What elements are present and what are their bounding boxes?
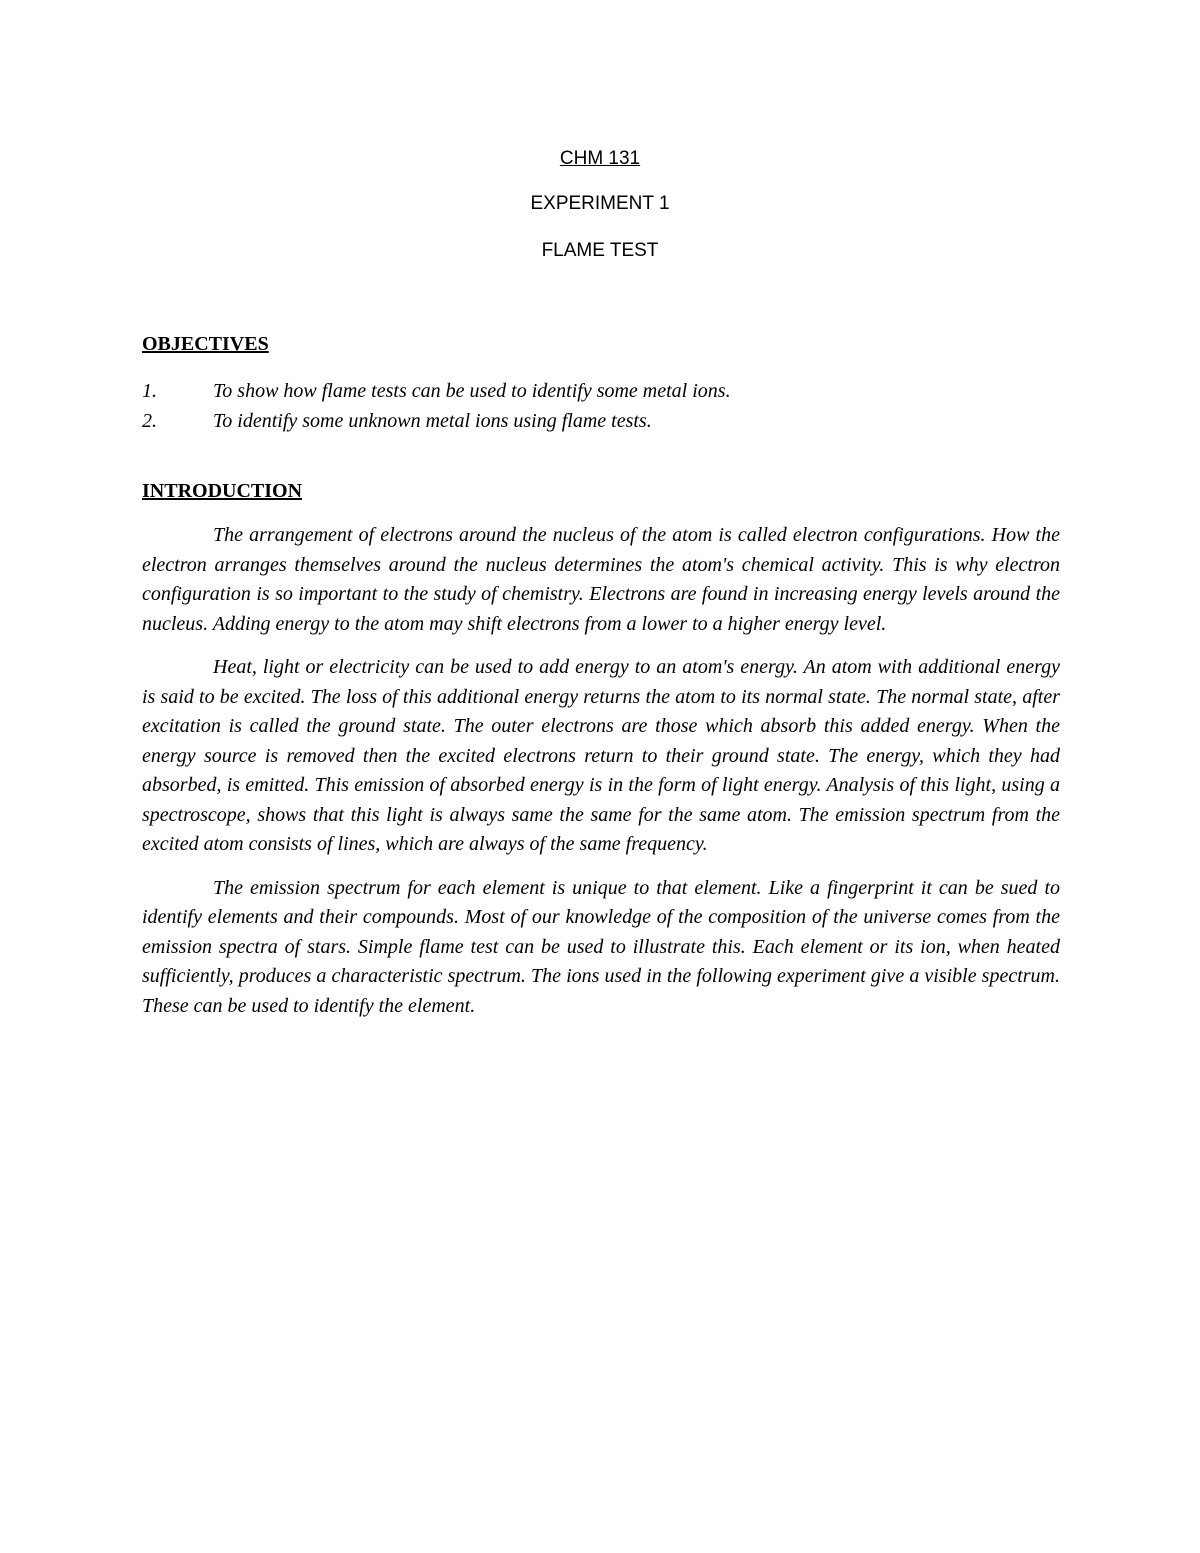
objectives-list <box>142 376 1062 436</box>
objectives-heading: OBJECTIVES <box>142 333 269 355</box>
objective-number: 1. <box>142 380 157 402</box>
introduction-paragraph: The arrangement of electrons around the nucleus of the atom is called electron configurations. How the electron arranges themselves around the nucleus determines the atom's chemical activity. This is why electron configuration is so important to the study of chemistry. Electrons are found in increasing energy levels around the nucleus. Adding energy to the atom may shift electrons from a lower to a higher energy level. <box>142 524 1060 635</box>
introduction-body <box>142 521 1060 1035</box>
introduction-heading: INTRODUCTION <box>142 480 303 502</box>
objective-text: To identify some unknown metal ions using flame tests. <box>213 410 652 432</box>
objective-item <box>142 376 1062 406</box>
course-code: CHM 131 <box>559 148 641 169</box>
objective-number: 2. <box>142 410 157 432</box>
introduction-paragraph: The emission spectrum for each element is unique to that element. Like a fingerprint it can be sued to identify elements and their compounds. Most of our knowledge of the composition of the universe comes from the emission spectra of stars. Simple flame test can be used to illustrate this. Each element or its ion, when heated sufficiently, produces a characteristic spectrum. The ions used in the following experiment give a visible spectrum. These can be used to identify the element. <box>142 876 1060 1017</box>
objective-text: To show how flame tests can be used to identify some metal ions. <box>213 380 731 402</box>
introduction-paragraph: Heat, light or electricity can be used to add energy to an atom's energy. An atom with additional energy is said to be excited. The loss of this additional energy returns the atom to its normal state. The normal state, after excitation is called the ground state. The outer electrons are those which absorb this added energy. When the energy source is removed then the excited electrons return to their ground state. The energy, which they had absorbed, is emitted. This emission of absorbed energy is in the form of light energy. Analysis of this light, using a spectroscope, shows that this light is always same the same for the same atom. The emission spectrum from the excited atom consists of lines, which are always of the same frequency. <box>142 656 1060 855</box>
document-title: FLAME TEST <box>541 240 659 261</box>
objective-item <box>142 406 1062 436</box>
experiment-number: EXPERIMENT 1 <box>530 193 670 214</box>
